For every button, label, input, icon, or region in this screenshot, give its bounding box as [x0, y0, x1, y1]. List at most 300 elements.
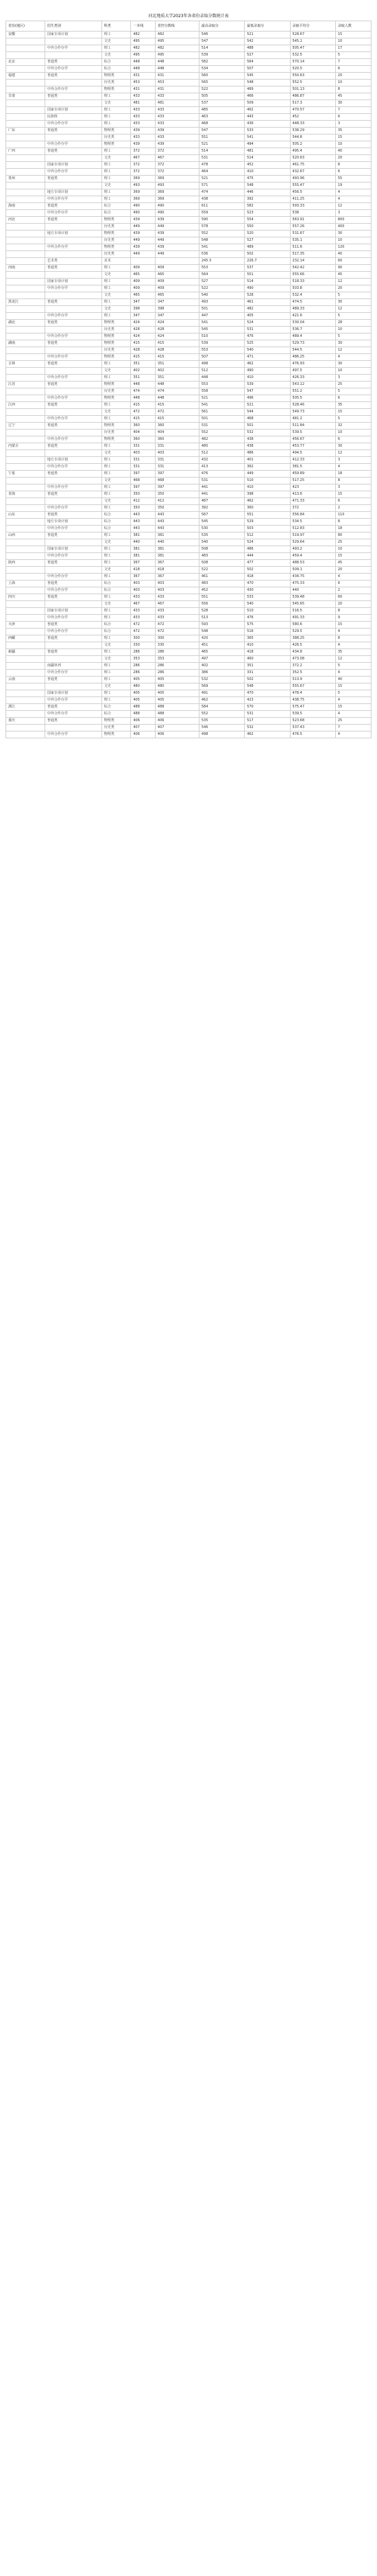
cell-subject-category: 理工 [101, 121, 131, 128]
cell-admitted-count: 5 [335, 52, 371, 59]
cell-admitted-count: 30 [335, 443, 371, 450]
cell-average-score: 531.67 [290, 231, 335, 237]
cell-first-tier-line: 300 [131, 635, 156, 642]
cell-first-tier-line: 488 [131, 711, 156, 718]
cell-province [6, 498, 45, 505]
cell-subject-category: 理工 [101, 484, 131, 491]
cell-province [6, 711, 45, 718]
cell-admitted-count: 6 [335, 114, 371, 121]
cell-admitted-count: 12 [335, 306, 371, 313]
table-row [6, 38, 372, 45]
cell-min-score: 550 [245, 224, 290, 231]
cell-first-tier-line: 433 [131, 114, 156, 121]
cell-provincial-control-line: 286 [155, 649, 199, 656]
cell-first-tier-line: 474 [131, 388, 156, 395]
cell-first-tier-line: 409 [131, 285, 156, 292]
cell-min-score: 542 [245, 38, 290, 45]
cell-province: 青海 [6, 491, 45, 498]
cell-plan-type: 普通类 [45, 93, 101, 100]
cell-plan-type: 艺术类 [45, 258, 101, 265]
cell-max-score: 508 [199, 546, 244, 553]
cell-first-tier-line: 482 [131, 45, 156, 52]
cell-subject-category: 综合 [101, 210, 131, 217]
cell-average-score: 511.6 [290, 244, 335, 251]
cell-plan-type [45, 100, 101, 107]
cell-province: 福建 [6, 73, 45, 80]
cell-subject-category: 文史 [101, 567, 131, 574]
cell-provincial-control-line: 409 [155, 265, 199, 272]
cell-max-score: 441 [199, 484, 244, 491]
cell-subject-category: 理工 [101, 690, 131, 697]
table-row [6, 203, 372, 210]
cell-admitted-count: 8 [335, 635, 371, 642]
cell-max-score: 510 [199, 333, 244, 340]
cell-plan-type: 普通类 [45, 340, 101, 347]
cell-province [6, 663, 45, 670]
cell-first-tier-line: 433 [131, 121, 156, 128]
cell-subject-category: 综合 [101, 587, 131, 594]
cell-admitted-count: 20 [335, 601, 371, 608]
cell-admitted-count: 60 [335, 594, 371, 601]
cell-average-score: 489.4 [290, 333, 335, 340]
cell-max-score: 480 [199, 443, 244, 450]
table-row [6, 464, 372, 471]
table-row [6, 258, 372, 265]
cell-average-score: 478.4 [290, 690, 335, 697]
cell-admitted-count: 5 [335, 690, 371, 697]
cell-provincial-control-line: 481 [155, 100, 199, 107]
cell-provincial-control-line: 495 [155, 52, 199, 59]
cell-plan-type: 中外合作办学 [45, 375, 101, 382]
cell-subject-category: 理工 [101, 375, 131, 382]
cell-admitted-count: 18 [335, 471, 371, 478]
table-row [6, 313, 372, 320]
cell-min-score: 527 [245, 237, 290, 244]
cell-provincial-control-line: 372 [155, 148, 199, 155]
cell-max-score: 561 [199, 409, 244, 416]
cell-min-score: 537 [245, 265, 290, 272]
table-row [6, 251, 372, 258]
cell-province [6, 162, 45, 169]
cell-min-score: 490 [245, 368, 290, 375]
table-row [6, 532, 372, 539]
cell-province [6, 80, 45, 86]
table-header-row [6, 21, 372, 32]
cell-subject-category: 文史 [101, 478, 131, 484]
cell-admitted-count: 15 [335, 134, 371, 141]
table-row [6, 176, 372, 183]
cell-min-score: 541 [245, 134, 290, 141]
cell-plan-type: 国家专项计划 [45, 162, 101, 169]
cell-province: 云南 [6, 677, 45, 683]
cell-subject-category: 理工 [101, 402, 131, 409]
cell-plan-type: 普通类 [45, 512, 101, 519]
cell-plan-type [45, 251, 101, 258]
cell-provincial-control-line: 300 [155, 635, 199, 642]
cell-first-tier-line: 351 [131, 361, 156, 368]
cell-min-score: 360 [245, 505, 290, 512]
cell-province [6, 231, 45, 237]
cell-max-score: 553 [199, 265, 244, 272]
cell-max-score: 541 [199, 244, 244, 251]
cell-subject-category: 文史 [101, 306, 131, 313]
cell-plan-type: 普通类 [45, 677, 101, 683]
cell-first-tier-line: 405 [131, 677, 156, 683]
cell-admitted-count: 55 [335, 176, 371, 183]
cell-first-tier-line: 448 [131, 66, 156, 73]
table-row [6, 560, 372, 567]
cell-admitted-count: 5 [335, 313, 371, 320]
cell-first-tier-line: 397 [131, 471, 156, 478]
cell-provincial-control-line: 404 [155, 430, 199, 436]
cell-admitted-count: 8 [335, 478, 371, 484]
cell-province [6, 416, 45, 423]
cell-first-tier-line: 406 [131, 718, 156, 725]
cell-plan-type: 中外合作办学 [45, 615, 101, 622]
cell-subject-category: 理工 [101, 107, 131, 114]
cell-max-score: 514 [199, 45, 244, 52]
cell-min-score: 436 [245, 121, 290, 128]
cell-province [6, 272, 45, 279]
cell-min-score: 462 [245, 107, 290, 114]
cell-admitted-count: 30 [335, 340, 371, 347]
cell-average-score: 432.67 [290, 169, 335, 176]
cell-provincial-control-line: 472 [155, 622, 199, 629]
cell-province [6, 697, 45, 704]
cell-first-tier-line: 481 [131, 100, 156, 107]
cell-provincial-control-line: 331 [155, 443, 199, 450]
cell-admitted-count: 4 [335, 670, 371, 677]
cell-province: 北京 [6, 59, 45, 66]
cell-province [6, 86, 45, 93]
cell-subject-category: 文史 [101, 539, 131, 546]
table-row [6, 677, 372, 683]
cell-plan-type: 普通类 [45, 265, 101, 272]
cell-min-score: 514 [245, 155, 290, 162]
cell-first-tier-line: 369 [131, 189, 156, 196]
document-title: 河北地质大学2023年各省份录取分数统计表 [148, 14, 229, 19]
cell-plan-type: 中外合作办学 [45, 313, 101, 320]
table-row [6, 635, 372, 642]
cell-provincial-control-line: 397 [155, 471, 199, 478]
cell-max-score: 512 [199, 368, 244, 375]
cell-plan-type: 中外合作办学 [45, 505, 101, 512]
cell-plan-type: 中外合作办学 [45, 629, 101, 635]
cell-plan-type: 普通类 [45, 635, 101, 642]
cell-admitted-count: 6 [335, 581, 371, 587]
table-row [6, 690, 372, 697]
cell-max-score: 468 [199, 121, 244, 128]
table-row [6, 361, 372, 368]
cell-min-score: 521 [245, 402, 290, 409]
cell-min-score: 544 [245, 409, 290, 416]
cell-min-score: 362 [245, 464, 290, 471]
cell-province: 天津 [6, 622, 45, 629]
cell-admitted-count: 4 [335, 697, 371, 704]
cell-province [6, 519, 45, 526]
table-row [6, 155, 372, 162]
cell-admitted-count: 800 [335, 217, 371, 224]
cell-subject-category: 理工 [101, 697, 131, 704]
cell-subject-category: 文史 [101, 100, 131, 107]
cell-average-score: 493.96 [290, 176, 335, 183]
cell-admitted-count: 30 [335, 100, 371, 107]
cell-province [6, 244, 45, 251]
cell-max-score: 497 [199, 656, 244, 663]
cell-average-score: 518.33 [290, 279, 335, 285]
cell-average-score: 489.33 [290, 306, 335, 313]
cell-subject-category: 理工 [101, 670, 131, 677]
cell-min-score: 486 [245, 546, 290, 553]
cell-subject-category: 理工 [101, 491, 131, 498]
cell-min-score: 331 [245, 670, 290, 677]
cell-first-tier-line: 331 [131, 457, 156, 464]
cell-average-score: 381.5 [290, 464, 335, 471]
cell-subject-category: 文史 [101, 642, 131, 649]
cell-average-score: 535.1 [290, 237, 335, 244]
cell-plan-type: 普通类 [45, 704, 101, 711]
cell-first-tier-line: 405 [131, 690, 156, 697]
cell-subject-category: 理工 [101, 162, 131, 169]
cell-provincial-control-line: 286 [155, 670, 199, 677]
cell-first-tier-line: 439 [131, 244, 156, 251]
cell-plan-type: 中外合作办学 [45, 333, 101, 340]
cell-subject-category: 理工 [101, 93, 131, 100]
cell-min-score: 575 [245, 622, 290, 629]
cell-max-score: 578 [199, 224, 244, 231]
cell-first-tier-line: 482 [131, 32, 156, 38]
cell-average-score: 519.97 [290, 532, 335, 539]
cell-max-score: 464 [199, 169, 244, 176]
cell-max-score: 482 [199, 436, 244, 443]
cell-first-tier-line: 397 [131, 484, 156, 491]
cell-plan-type: 中外合作办学 [45, 731, 101, 738]
cell-max-score: 559 [199, 210, 244, 217]
cell-province: 西藏 [6, 635, 45, 642]
cell-provincial-control-line: 403 [155, 450, 199, 457]
cell-province [6, 66, 45, 73]
cell-average-score: 476.5 [290, 731, 335, 738]
table-row [6, 553, 372, 560]
cell-province: 黑龙江 [6, 299, 45, 306]
table-row [6, 73, 372, 80]
cell-average-score: 501.13 [290, 86, 335, 93]
cell-plan-type [45, 430, 101, 436]
cell-provincial-control-line: 465 [155, 272, 199, 279]
cell-first-tier-line: 286 [131, 670, 156, 677]
cell-subject-category: 理工 [101, 265, 131, 272]
cell-subject-category: 物理类 [101, 231, 131, 237]
cell-subject-category: 综合 [101, 629, 131, 635]
cell-plan-type: 地方专项计划 [45, 231, 101, 237]
cell-plan-type: 中外合作办学 [45, 244, 101, 251]
cell-average-score: 530.04 [290, 320, 335, 327]
cell-max-score: 560 [199, 73, 244, 80]
admission-score-table-wrapper [5, 21, 372, 738]
cell-plan-type [45, 155, 101, 162]
cell-province [6, 285, 45, 292]
cell-subject-category: 综合 [101, 59, 131, 66]
cell-provincial-control-line: 409 [155, 285, 199, 292]
cell-average-score: 470.57 [290, 107, 335, 114]
cell-plan-type: 中外合作办学 [45, 169, 101, 176]
table-row [6, 663, 372, 670]
table-row [6, 162, 372, 169]
table-row [6, 231, 372, 237]
cell-admitted-count: 3 [335, 210, 371, 217]
cell-province: 内蒙古 [6, 443, 45, 450]
table-row [6, 128, 372, 134]
cell-min-score: 401 [245, 457, 290, 464]
cell-max-score: 541 [199, 402, 244, 409]
cell-plan-type: 中外合作办学 [45, 587, 101, 594]
cell-subject-category: 文史 [101, 498, 131, 505]
cell-average-score: 529.5 [290, 629, 335, 635]
cell-max-score: 438 [199, 196, 244, 203]
cell-first-tier-line: 495 [131, 52, 156, 59]
admission-score-table [5, 21, 372, 738]
cell-province: 重庆 [6, 718, 45, 725]
cell-plan-type: 普通类 [45, 532, 101, 539]
cell-plan-type: 南疆单列 [45, 663, 101, 670]
cell-province: 广西 [6, 148, 45, 155]
cell-province [6, 52, 45, 59]
cell-provincial-control-line: 381 [155, 532, 199, 539]
cell-provincial-control-line: 482 [155, 45, 199, 52]
cell-plan-type: 普通类 [45, 649, 101, 656]
cell-first-tier-line: 465 [131, 272, 156, 279]
cell-plan-type [45, 642, 101, 649]
cell-provincial-control-line: 443 [155, 519, 199, 526]
cell-province [6, 478, 45, 484]
cell-admitted-count: 10 [335, 80, 371, 86]
cell-min-score: 481 [245, 148, 290, 155]
cell-min-score: 512 [245, 532, 290, 539]
cell-max-score: 452 [199, 587, 244, 594]
cell-min-score: 532 [245, 725, 290, 731]
cell-subject-category: 物理类 [101, 320, 131, 327]
cell-min-score: 516 [245, 629, 290, 635]
cell-province [6, 368, 45, 375]
cell-average-score: 505.5 [290, 395, 335, 402]
cell-plan-type: 中外合作办学 [45, 416, 101, 423]
table-row [6, 711, 372, 718]
cell-provincial-control-line: 367 [155, 574, 199, 581]
table-row [6, 539, 372, 546]
cell-average-score: 412.33 [290, 457, 335, 464]
cell-max-score: 487 [199, 498, 244, 505]
cell-provincial-control-line: 360 [155, 423, 199, 430]
table-row [6, 354, 372, 361]
cell-province [6, 121, 45, 128]
cell-province: 湖北 [6, 320, 45, 327]
cell-min-score: 570 [245, 704, 290, 711]
cell-average-score: 523.68 [290, 718, 335, 725]
cell-subject-category: 理工 [101, 546, 131, 553]
cell-subject-category: 理工 [101, 615, 131, 622]
cell-subject-category: 综合 [101, 203, 131, 210]
cell-admitted-count: 40 [335, 251, 371, 258]
table-row [6, 224, 372, 231]
cell-average-score: 448.33 [290, 121, 335, 128]
cell-max-score: 498 [199, 361, 244, 368]
cell-plan-type: 普通类 [45, 128, 101, 134]
cell-average-score: 497.5 [290, 368, 335, 375]
cell-average-score: 474.5 [290, 299, 335, 306]
cell-subject-category: 理工 [101, 189, 131, 196]
cell-average-score: 529.73 [290, 340, 335, 347]
cell-first-tier-line: 433 [131, 93, 156, 100]
cell-first-tier-line: 347 [131, 299, 156, 306]
cell-province: 四川 [6, 594, 45, 601]
cell-max-score: 545 [199, 327, 244, 333]
cell-min-score: 529 [245, 519, 290, 526]
cell-provincial-control-line: 433 [155, 134, 199, 141]
cell-max-score: 547 [199, 38, 244, 45]
cell-max-score: 386 [199, 670, 244, 677]
cell-average-score: 532.4 [290, 292, 335, 299]
cell-first-tier-line: 350 [131, 505, 156, 512]
cell-provincial-control-line: 449 [155, 237, 199, 244]
cell-province: 贵州 [6, 176, 45, 183]
cell-plan-type [45, 272, 101, 279]
cell-plan-type [45, 237, 101, 244]
cell-province: 陕西 [6, 560, 45, 567]
cell-average-score: 542.42 [290, 265, 335, 272]
cell-average-score: 552.5 [290, 80, 335, 86]
cell-provincial-control-line [155, 258, 199, 265]
cell-first-tier-line: 433 [131, 594, 156, 601]
cell-admitted-count: 4 [335, 354, 371, 361]
cell-admitted-count: 30 [335, 231, 371, 237]
cell-admitted-count: 4 [335, 731, 371, 738]
cell-provincial-control-line: 495 [155, 38, 199, 45]
cell-admitted-count: 30 [335, 361, 371, 368]
cell-plan-type [45, 183, 101, 189]
cell-subject-category: 文史 [101, 368, 131, 375]
cell-min-score: 507 [245, 66, 290, 73]
cell-provincial-control-line: 412 [155, 498, 199, 505]
cell-min-score: 443 [245, 114, 290, 121]
cell-max-score: 553 [199, 382, 244, 388]
cell-average-score: 421.6 [290, 313, 335, 320]
cell-province [6, 629, 45, 635]
cell-admitted-count: 4 [335, 629, 371, 635]
cell-max-score: 537 [199, 100, 244, 107]
cell-admitted-count: 8 [335, 162, 371, 169]
cell-min-score: 398 [245, 491, 290, 498]
cell-plan-type: 民族班 [45, 114, 101, 121]
cell-province [6, 107, 45, 114]
cell-average-score: 539.5 [290, 430, 335, 436]
cell-plan-type: 中外合作办学 [45, 484, 101, 491]
cell-first-tier-line: 449 [131, 251, 156, 258]
cell-admitted-count: 10 [335, 546, 371, 553]
cell-first-tier-line: 409 [131, 279, 156, 285]
cell-admitted-count: 2 [335, 587, 371, 594]
cell-admitted-count: 20 [335, 155, 371, 162]
cell-admitted-count: 45 [335, 272, 371, 279]
cell-provincial-control-line: 493 [155, 183, 199, 189]
cell-max-score: 505 [199, 93, 244, 100]
cell-min-score: 446 [245, 189, 290, 196]
cell-provincial-control-line: 472 [155, 409, 199, 416]
cell-first-tier-line: 350 [131, 491, 156, 498]
cell-provincial-control-line: 431 [155, 73, 199, 80]
cell-subject-category: 理工 [101, 663, 131, 670]
cell-admitted-count: 40 [335, 677, 371, 683]
cell-subject-category: 物理类 [101, 718, 131, 725]
